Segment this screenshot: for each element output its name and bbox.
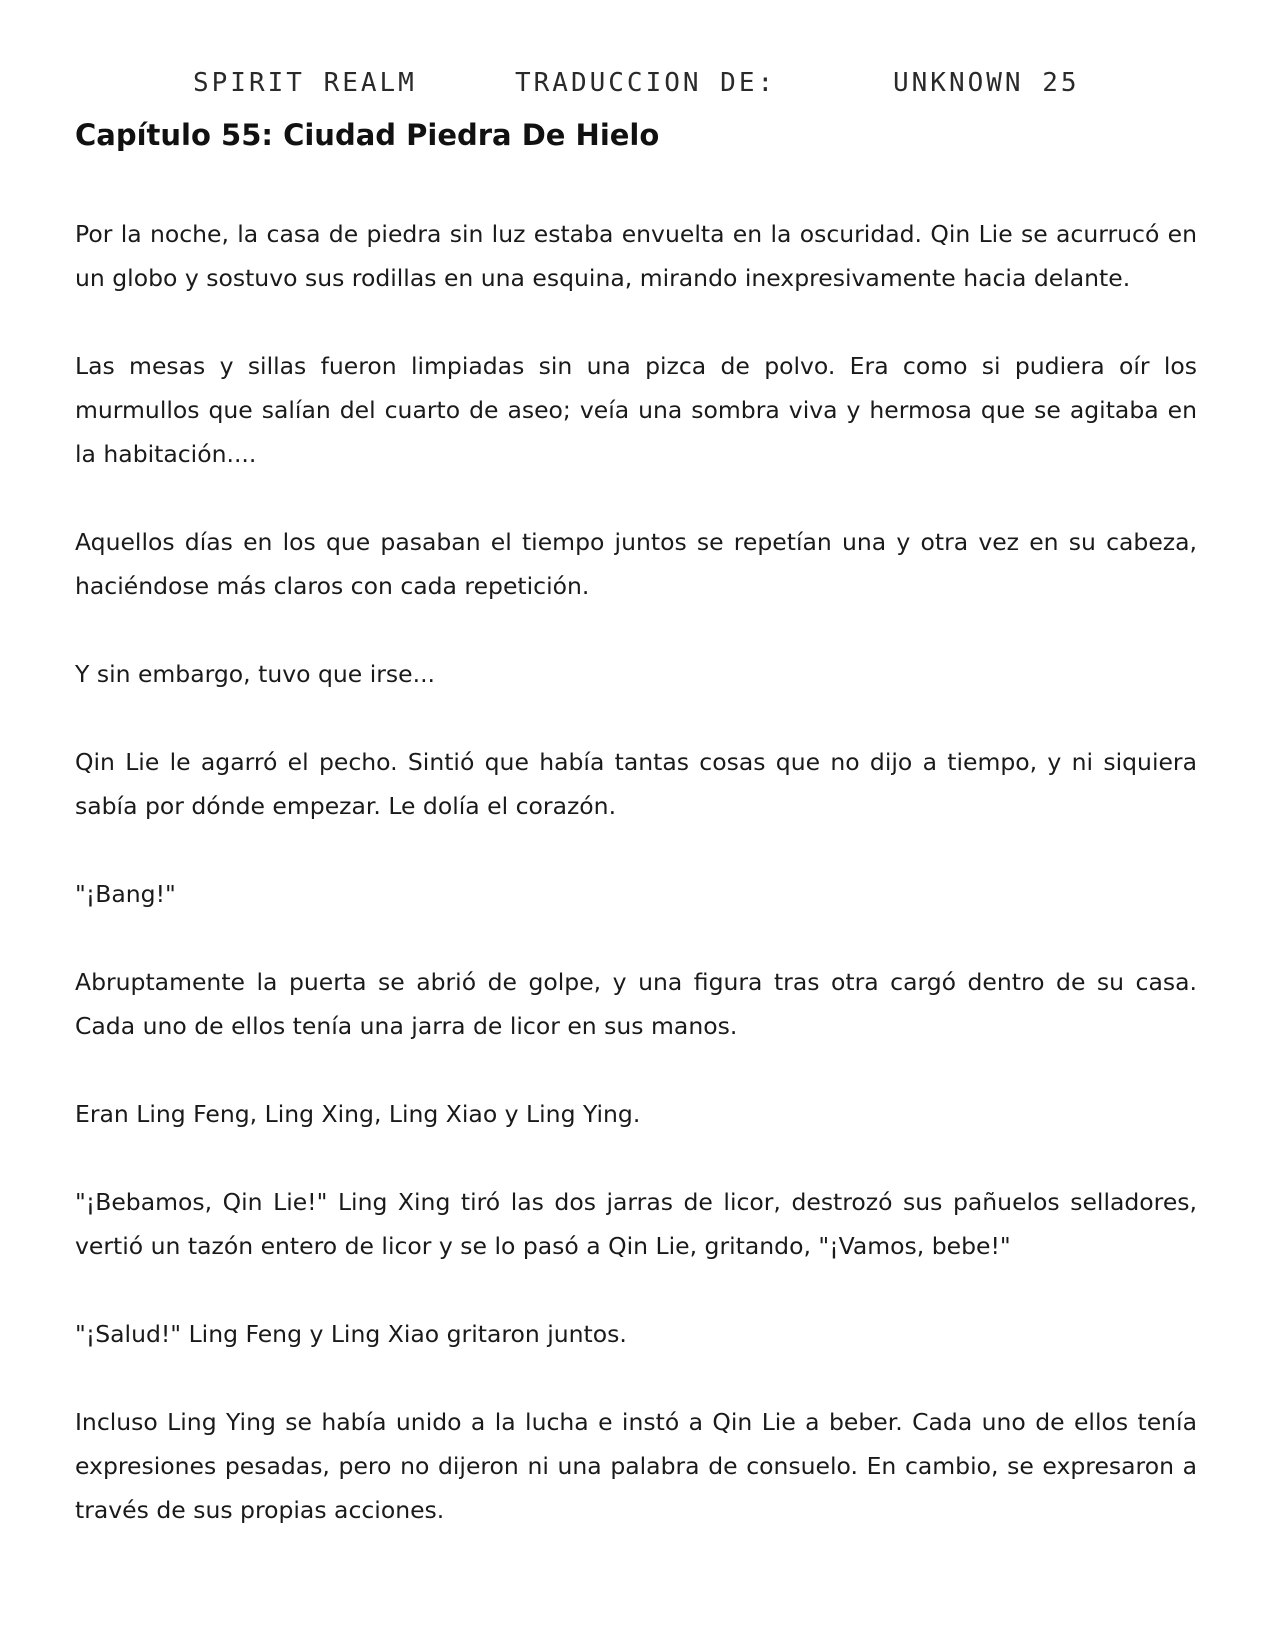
header-translator-name: UNKNOWN 25 xyxy=(893,68,1080,98)
paragraph: Qin Lie le agarró el pecho. Sintió que había tantas cosas que no dijo a tiempo, y ni siquiera sabía por dónde empezar. Le dolía el corazón. xyxy=(75,748,1197,820)
header-novel-name: SPIRIT REALM xyxy=(193,68,417,98)
paragraph: Abruptamente la puerta se abrió de golpe, y una figura tras otra cargó dentro de su casa. Cada uno de ellos tenía una jarra de licor en sus manos. xyxy=(75,968,1197,1040)
header-translation-label: TRADUCCION DE: xyxy=(515,68,777,98)
paragraph: "¡Bebamos, Qin Lie!" Ling Xing tiró las dos jarras de licor, destrozó sus pañuelos selladores, vertió un tazón entero de licor y se lo pasó a Qin Lie, gritando, "¡Vamos, bebe!" xyxy=(75,1188,1197,1260)
chapter-body xyxy=(75,212,1197,1576)
paragraph: Por la noche, la casa de piedra sin luz estaba envuelta en la oscuridad. Qin Lie se acurrucó en un globo y sostuvo sus rodillas en una esquina, mirando inexpresivamente hacia delante. xyxy=(75,220,1197,292)
paragraph: Y sin embargo, tuvo que irse... xyxy=(75,660,436,688)
paragraph: Aquellos días en los que pasaban el tiempo juntos se repetían una y otra vez en su cabeza, haciéndose más claros con cada repetición. xyxy=(75,528,1197,600)
paragraph: "¡Bang!" xyxy=(75,880,176,908)
chapter-title: Capítulo 55: Ciudad Piedra De Hielo xyxy=(75,118,660,152)
running-header xyxy=(0,68,1275,108)
paragraph: Eran Ling Feng, Ling Xing, Ling Xiao y Ling Ying. xyxy=(75,1100,641,1128)
paragraph: Las mesas y sillas fueron limpiadas sin una pizca de polvo. Era como si pudiera oír los murmullos que salían del cuarto de aseo; veía una sombra viva y hermosa que se agitaba en la habitación.... xyxy=(75,352,1197,468)
paragraph: "¡Salud!" Ling Feng y Ling Xiao gritaron juntos. xyxy=(75,1320,627,1348)
paragraph: Incluso Ling Ying se había unido a la lucha e instó a Qin Lie a beber. Cada uno de ellos tenía expresiones pesadas, pero no dijeron ni una palabra de consuelo. En cambio, se expresaron a través de sus propias acciones. xyxy=(75,1408,1197,1524)
